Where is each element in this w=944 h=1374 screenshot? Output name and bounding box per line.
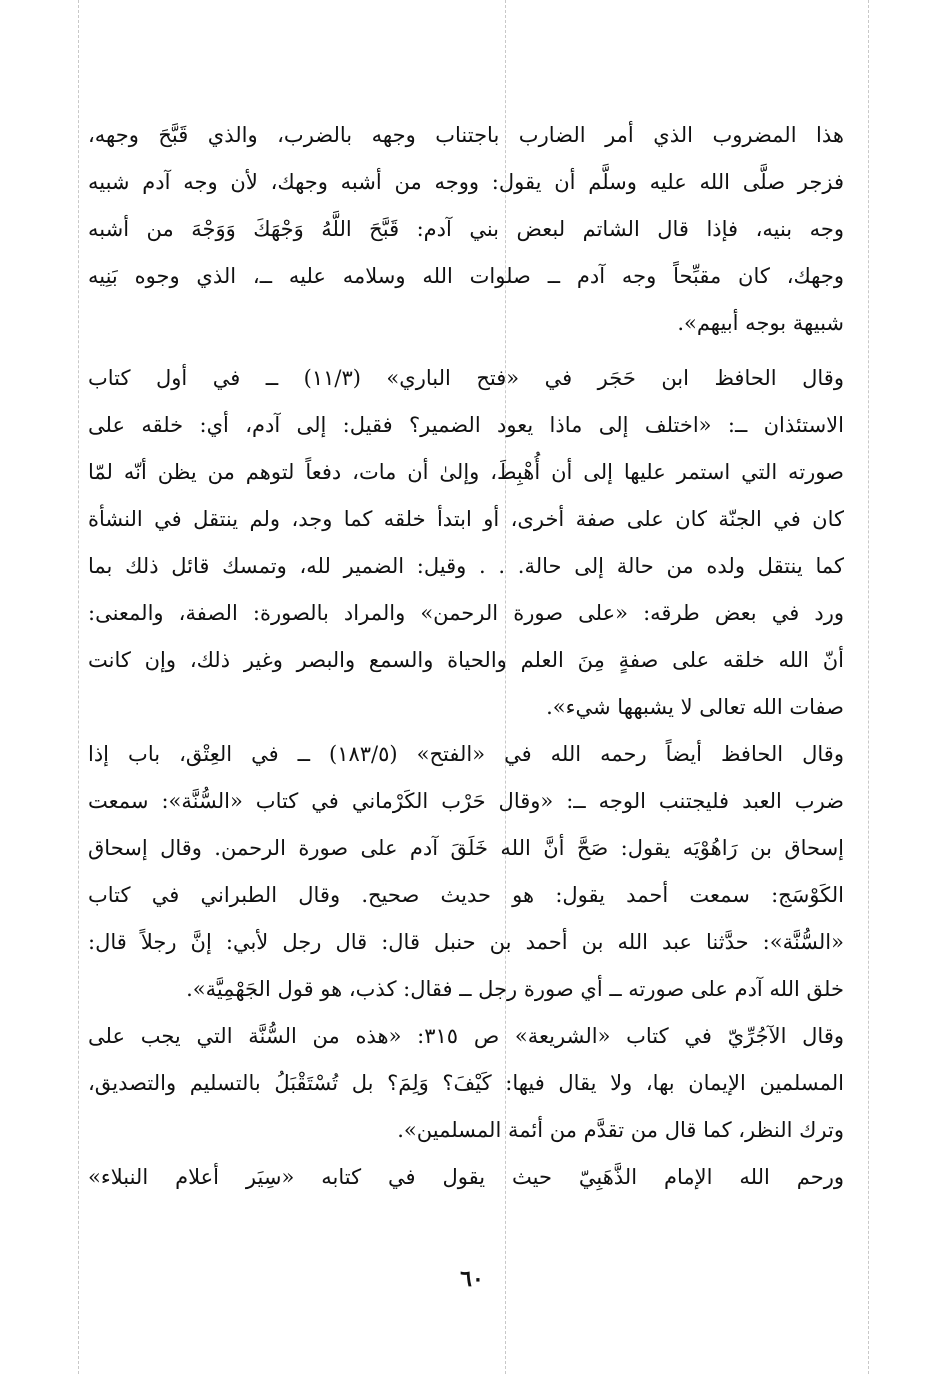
paragraph: [88, 355, 844, 731]
paragraph: [88, 1154, 844, 1201]
text-line: وجه بنيه، فإذا قال الشاتم لبعض بني آدم: قَبَّحَ اللَّهُ وَجْهَكَ وَوَجْهَ من أشبه: [88, 217, 844, 241]
text-line: هذا المضروب الذي أمر الضارب باجتناب وجهه بالضرب، والذي قَبَّحَ وجهه،: [88, 123, 844, 147]
page-body: [88, 112, 844, 1201]
text-line: أنّ الله خلقه على صفةٍ مِنَ العلم والحياة والسمع والبصر وغير ذلك، وإن كانت: [88, 648, 844, 672]
paragraph: [88, 1013, 844, 1154]
text-line: كما ينتقل ولده من حالة إلى حالة. . . وقيل: الضمير لله، وتمسك قائل ذلك بما: [88, 554, 844, 578]
text-line: ورحم الله الإمام الذَّهَبِيّ حيث يقول في كتابه «سِيَر أعلام النبلاء»: [88, 1165, 844, 1189]
text-line: وترك النظر، كما قال من تقدَّم من أئمة المسلمين».: [397, 1118, 844, 1142]
text-line: الكَوْسَج: سمعت أحمد يقول: هو حديث صحيح. وقال الطبراني في كتاب: [88, 883, 844, 907]
text-line: وقال الحافظ أيضاً رحمه الله في «الفتح» (١٨٣/٥) ــ في العِتْق، باب إذا: [88, 742, 844, 766]
scan-fold-line: [78, 0, 79, 1374]
text-line: المسلمين الإيمان بها، ولا يقال فيها: كَيْفَ؟ وَلِمَ؟ بل تُسْتَقْبَلُ بالتسليم والتصديق،: [88, 1071, 844, 1095]
text-line: صورته التي استمر عليها إلى أن أُهْبِطَ، وإلىٰ أن مات، دفعاً لتوهم من يظن أنّه لمّا: [88, 460, 844, 484]
text-line: كان في الجنّة كان على صفة أخرى، أو ابتدأ خلقه كما وجد، ولم ينتقل في النشأة: [88, 507, 844, 531]
paragraph: [88, 112, 844, 347]
text-line: الاستئذان ــ: «اختلف إلى ماذا يعود الضمير؟ فقيل: إلى آدم، أي: خلقه على: [88, 413, 844, 437]
text-line: فزجر صلَّى الله عليه وسلَّم أن يقول: ووجه من أشبه وجهك، لأن وجه آدم شبيه: [88, 170, 844, 194]
text-line: وقال الحافظ ابن حَجَر في «فتح الباري» (١١/٣) ــ في أول كتاب: [88, 366, 844, 390]
text-line: صفات الله تعالى لا يشبهها شيء».: [546, 695, 844, 719]
scan-fold-line: [868, 0, 869, 1374]
text-line: وجهك، كان مقبِّحاً وجه آدم ــ صلوات الله وسلامه عليه ــ، الذي وجوه بَنِيه: [88, 264, 844, 288]
paragraph: [88, 731, 844, 1013]
text-line: «السُّنَّة»: حدَّثنا عبد الله بن أحمد بن حنبل قال: قال رجل لأبي: إنَّ رجلاً قال:: [88, 930, 844, 954]
text-line: إسحاق بن رَاهُوْيَه يقول: صَحَّ أنَّ الله خَلَقَ آدم على صورة الرحمن. وقال إسحاق: [88, 836, 844, 860]
text-line: خلق الله آدم على صورته ــ أي صورة رجل ــ فقال: كذب، هو قول الجَهْمِيَّة».: [186, 977, 844, 1001]
text-line: وقال الآجُرِّيّ في كتاب «الشريعة» ص ٣١٥: «هذه من السُّنَّة التي يجب على: [88, 1024, 845, 1048]
text-line: ورد في بعض طرقه: «على صورة الرحمن» والمراد بالصورة: الصفة، والمعنى:: [88, 601, 844, 625]
text-line: ضرب العبد فليجتنب الوجه ــ: «وقال حَرْب الكَرْماني في كتاب «السُّنَّة»: سمعت: [88, 789, 844, 813]
page-number: ٦٠: [460, 1266, 484, 1292]
text-line: شبيهة بوجه أبيهم».: [677, 311, 844, 335]
